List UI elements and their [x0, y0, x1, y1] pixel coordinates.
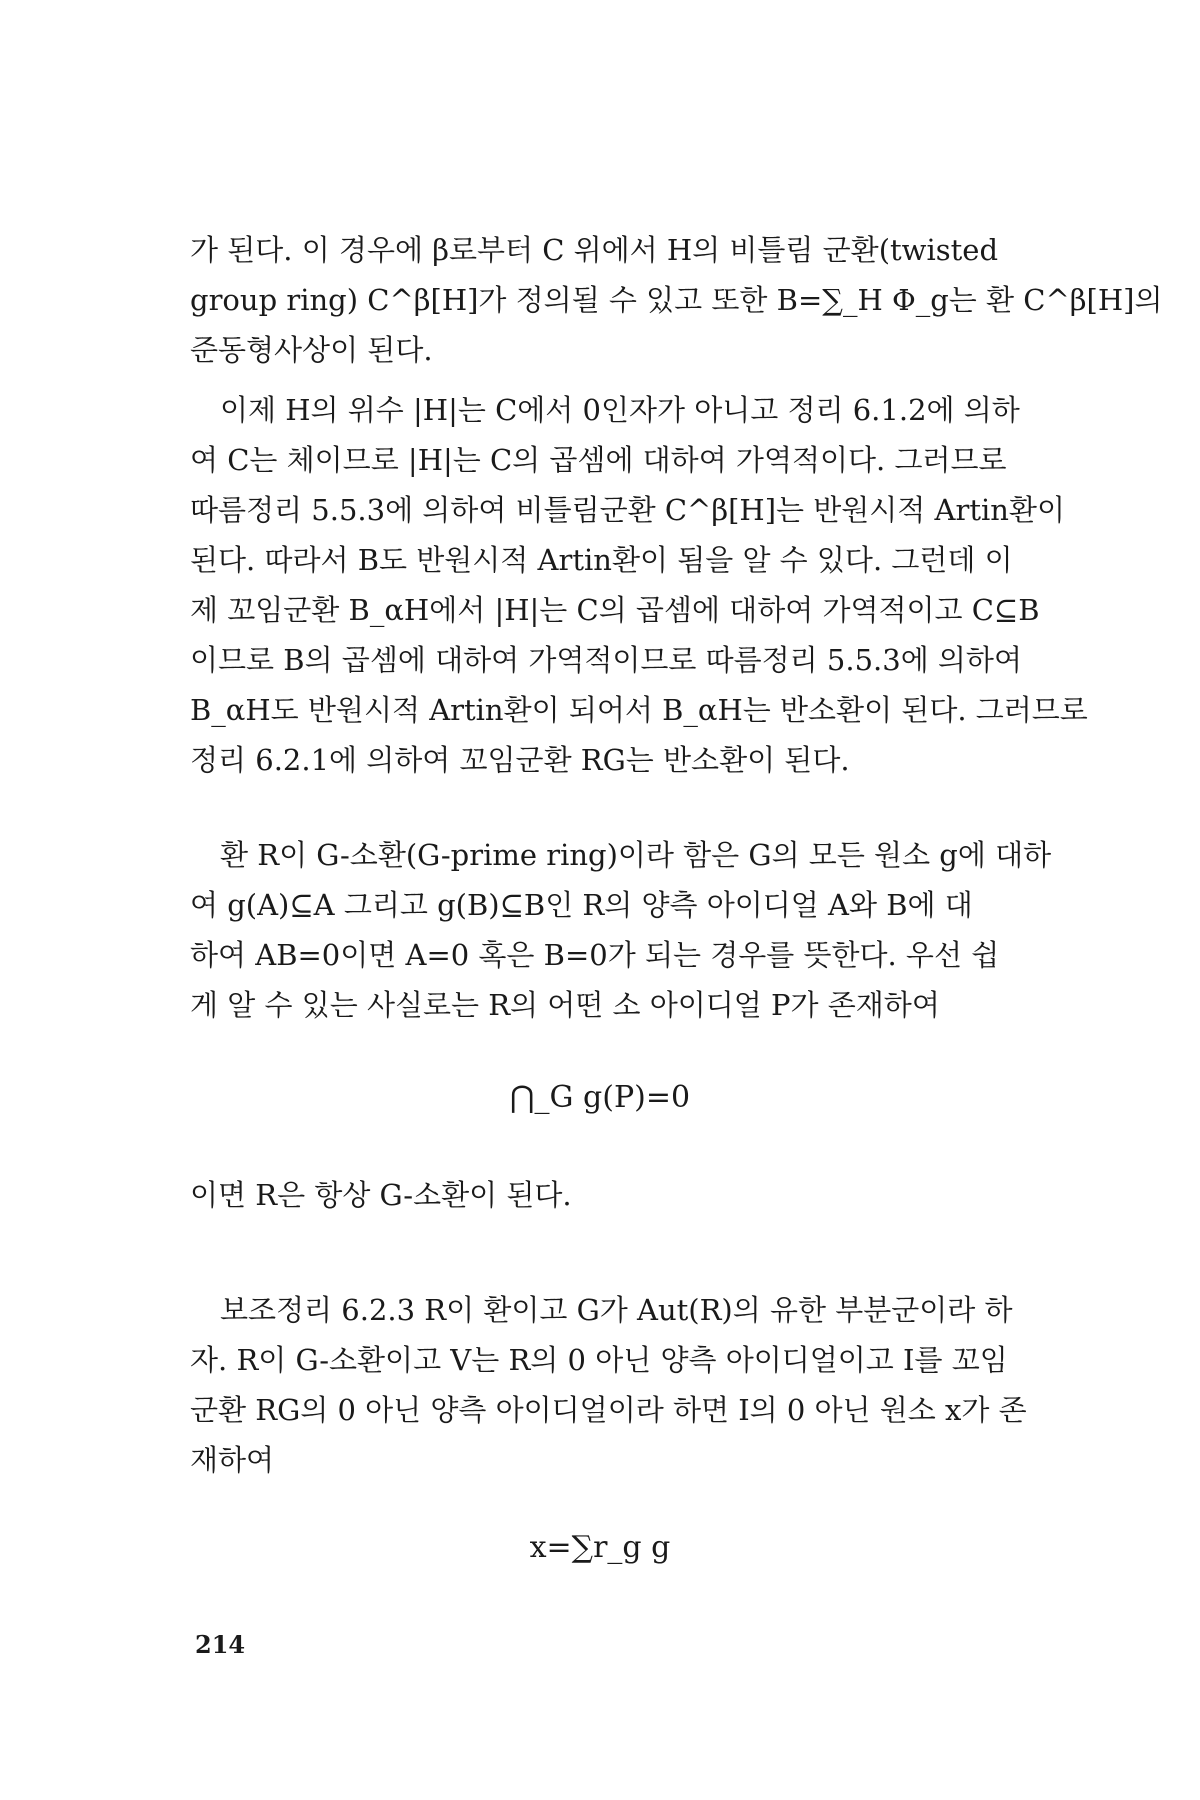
- paragraph-conclusion: [190, 1170, 1030, 1220]
- text-line: 보조정리 6.2.3 R이 환이고 G가 Aut(R)의 유한 부분군이라 하: [220, 1293, 1013, 1327]
- text-line: 이면 R은 항상 G-소환이 된다.: [190, 1178, 572, 1212]
- text-line: 가 된다. 이 경우에 β로부터 C 위에서 H의 비틀림 군환(twisted: [190, 233, 999, 267]
- text-line: B_αH도 반원시적 Artin환이 되어서 B_αH는 반소환이 된다. 그러므로: [190, 693, 1088, 727]
- page-number: 214: [195, 1630, 246, 1659]
- text-line: 정리 6.2.1에 의하여 꼬임군환 RG는 반소환이 된다.: [190, 743, 850, 777]
- text-line: 하여 AB=0이면 A=0 혹은 B=0가 되는 경우를 뜻한다. 우선 쉽: [190, 938, 1000, 972]
- lemma-6-2-3: [190, 1285, 1030, 1485]
- text-line: 군환 RG의 0 아닌 양측 아이디얼이라 하면 I의 0 아닌 원소 x가 존: [190, 1393, 1027, 1427]
- formula-sum: x=∑r_g g: [529, 1530, 671, 1565]
- text-line: 여 g(A)⊆A 그리고 g(B)⊆B인 R의 양측 아이디얼 A와 B에 대: [190, 888, 973, 922]
- formula-intersection: ⋂_G g(P)=0: [509, 1080, 691, 1115]
- text-line: 환 R이 G-소환(G-prime ring)이라 함은 G의 모든 원소 g에 대하: [220, 838, 1052, 872]
- text-line: 준동형사상이 된다.: [190, 333, 433, 367]
- text-line: 여 C는 체이므로 |H|는 C의 곱셈에 대하여 가역적이다. 그러므로: [190, 443, 1007, 477]
- text-line: 된다. 따라서 B도 반원시적 Artin환이 됨을 알 수 있다. 그런데 이: [190, 543, 1013, 577]
- paragraph-twisted-group-ring: [190, 225, 1163, 375]
- text-line: 재하여: [190, 1443, 275, 1477]
- text-line: 이제 H의 위수 |H|는 C에서 0인자가 아니고 정리 6.1.2에 의하: [220, 393, 1020, 427]
- text-line: 게 알 수 있는 사실로는 R의 어떤 소 아이디얼 P가 존재하여: [190, 988, 940, 1022]
- text-line: group ring) C^β[H]가 정의될 수 있고 또한 B=∑_H Φ_g는 환 C^β[H]의: [190, 283, 1163, 317]
- paragraph-semiprime-proof: [190, 385, 1088, 785]
- text-line: 이므로 B의 곱셈에 대하여 가역적이므로 따름정리 5.5.3에 의하여: [190, 643, 1022, 677]
- text-line: 제 꼬임군환 B_αH에서 |H|는 C의 곱셈에 대하여 가역적이고 C⊆B: [190, 593, 1040, 627]
- text-line: 따름정리 5.5.3에 의하여 비틀림군환 C^β[H]는 반원시적 Artin환이: [190, 493, 1065, 527]
- paragraph-g-prime-definition: [190, 830, 1052, 1030]
- text-line: 자. R이 G-소환이고 V는 R의 0 아닌 양측 아이디얼이고 I를 꼬임: [190, 1343, 1008, 1377]
